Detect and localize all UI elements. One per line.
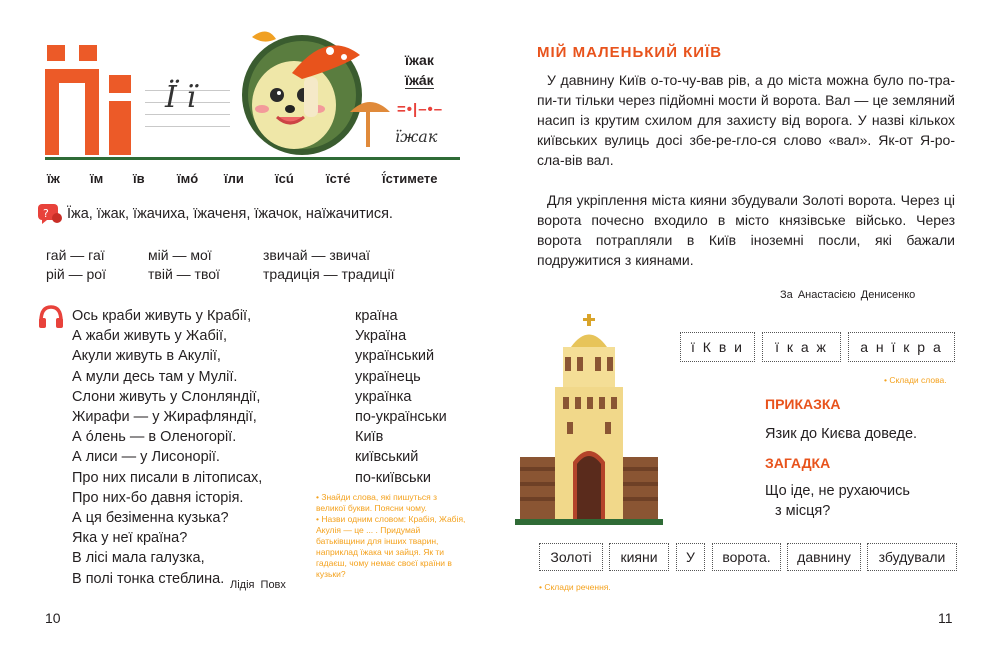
poem-line: В лісі мала галузка, <box>72 550 205 567</box>
page-number-left: 10 <box>45 610 61 626</box>
pair-a: гай — гаї <box>46 247 105 263</box>
poem-line: Про них писали в літописах, <box>72 469 263 486</box>
letter-box: ї К в и <box>680 332 755 362</box>
hedgehog-word-bold: їжак <box>405 52 434 68</box>
story-source: За Анастасією Денисенко <box>780 289 916 301</box>
poem-line: Жирафи — у Жирафляндії, <box>72 409 257 426</box>
word-item: український <box>355 348 435 365</box>
poem-line: А мули десь там у Мулії. <box>72 368 238 385</box>
page-title: МІЙ МАЛЕНЬКИЙ КИЇВ <box>537 44 723 61</box>
speech-icon <box>37 203 63 225</box>
sound-scheme: =•|–•– <box>397 101 444 118</box>
syllable: їмó <box>177 171 199 186</box>
poem-line: Про них-бо давня історія. <box>72 489 244 506</box>
poem-line: А óлень — в Оленогорії. <box>72 429 237 446</box>
word-list <box>355 306 447 488</box>
pair-c: звичай — звичаї <box>263 247 371 263</box>
word-item: Україна <box>355 328 407 345</box>
poem-line: Слони живуть у Слонляндії, <box>72 388 261 405</box>
divider-line <box>45 157 460 160</box>
poem-line: Ось краби живуть у Крабії, <box>72 308 252 324</box>
word-item: Київ <box>355 429 384 446</box>
sentence-task-note: • Склади речення. <box>539 582 611 592</box>
big-letter <box>45 45 137 157</box>
task-note-line: • Назви одним словом: Крабія, Жабія, Акулія — це ... . Придумай батьківщини для інших тварин, наприклад їжака чи зайця. Як ти гадаєш, чому немає своєї країни в кузьки? <box>316 514 466 579</box>
syllable: ї́стимете <box>382 171 438 186</box>
words-line: Їжа, їжак, їжачиха, їжаченя, їжачок, наїжачитися. <box>67 206 393 222</box>
hedgehog-illustration <box>232 17 402 157</box>
script-letter <box>145 80 230 130</box>
poem-author: Лідія Повх <box>230 579 286 591</box>
syllable: їв <box>133 171 145 186</box>
headphones-icon <box>38 305 64 329</box>
riddle-header: ЗАГАДКА <box>765 455 831 471</box>
poem <box>72 306 262 589</box>
syllable: їж <box>47 171 60 186</box>
svg-text:?: ? <box>43 207 49 220</box>
syllable: їсте́ <box>326 171 351 186</box>
poem-line: А ця безіменна кузька? <box>72 510 229 527</box>
riddle-text <box>765 481 910 521</box>
letter-task-note: • Склади слова. <box>884 375 947 385</box>
syllable: їм <box>90 171 104 186</box>
word-item: київський <box>355 449 419 466</box>
proverb-text: Язик до Києва доведе. <box>765 426 918 442</box>
pair-b: мій — мої <box>148 247 212 263</box>
riddle-line: Що іде, не рухаючись <box>765 483 910 499</box>
sentence-box: збудували <box>867 543 957 571</box>
poem-line: Акули живуть в Акулії, <box>72 348 221 365</box>
poem-line: А лиси — у Лисонорії. <box>72 449 220 466</box>
sentence-box: давнину <box>787 543 861 571</box>
riddle-line: з місця? <box>775 503 831 519</box>
story-paragraph-2: Для укріплення міста кияни збудували Золоті ворота. Через ці ворота почесно входило в місто князівське військо. Через ворота потрапляли в Київ іноземні посли, які бажали подружитися з киянами. <box>537 192 955 268</box>
word-item: українець <box>355 368 421 385</box>
sentence-box: Золоті <box>539 543 603 571</box>
script-letter-text: Ї ї <box>165 80 196 115</box>
letter-box: а н ї к р а <box>848 332 955 362</box>
task-note-line: • Знайди слова, які пишуться з великої букви. Поясни чому. <box>316 492 438 513</box>
word-item: українка <box>355 388 412 405</box>
word-item: країна <box>355 308 398 324</box>
syllable: їсú <box>275 171 294 186</box>
word-item: по-українськи <box>355 409 447 426</box>
golden-gate-illustration <box>515 312 663 527</box>
letter-box: ї к а ж <box>762 332 841 362</box>
syllable: їли <box>224 171 244 186</box>
task-note <box>316 492 466 580</box>
pair-c: традиція — традиції <box>263 266 395 282</box>
word-item: по-київськи <box>355 469 432 486</box>
page-number-right: 11 <box>938 610 953 626</box>
poem-line: А жаби живуть у Жабії, <box>72 328 228 345</box>
hedgehog-word-script: їжак <box>395 127 438 146</box>
proverb-header: ПРИКАЗКА <box>765 396 841 412</box>
poem-line: Яка у неї країна? <box>72 530 188 547</box>
pair-a: рій — рої <box>46 266 106 282</box>
poem-line: В полі тонка стеблина. <box>72 570 225 587</box>
pair-b: твій — твої <box>148 266 220 282</box>
story-paragraph-1: У давнину Київ о-то-чу-вав рів, а до міста можна було по-тра-пи-ти тільки через підйомні мости й ворота. Вал — це земляний насип із крутим схилом для захисту від ворога. У назві кількох київських вулиць досі збе-ре-гло-ся слово «вал». Як-от Я-ро-сла-вів вал. <box>537 72 955 168</box>
sentence-box: ворота. <box>712 543 781 571</box>
sentence-box: У <box>676 543 705 571</box>
hedgehog-word-accent: їжáк <box>405 72 434 88</box>
sentence-box: кияни <box>609 543 669 571</box>
